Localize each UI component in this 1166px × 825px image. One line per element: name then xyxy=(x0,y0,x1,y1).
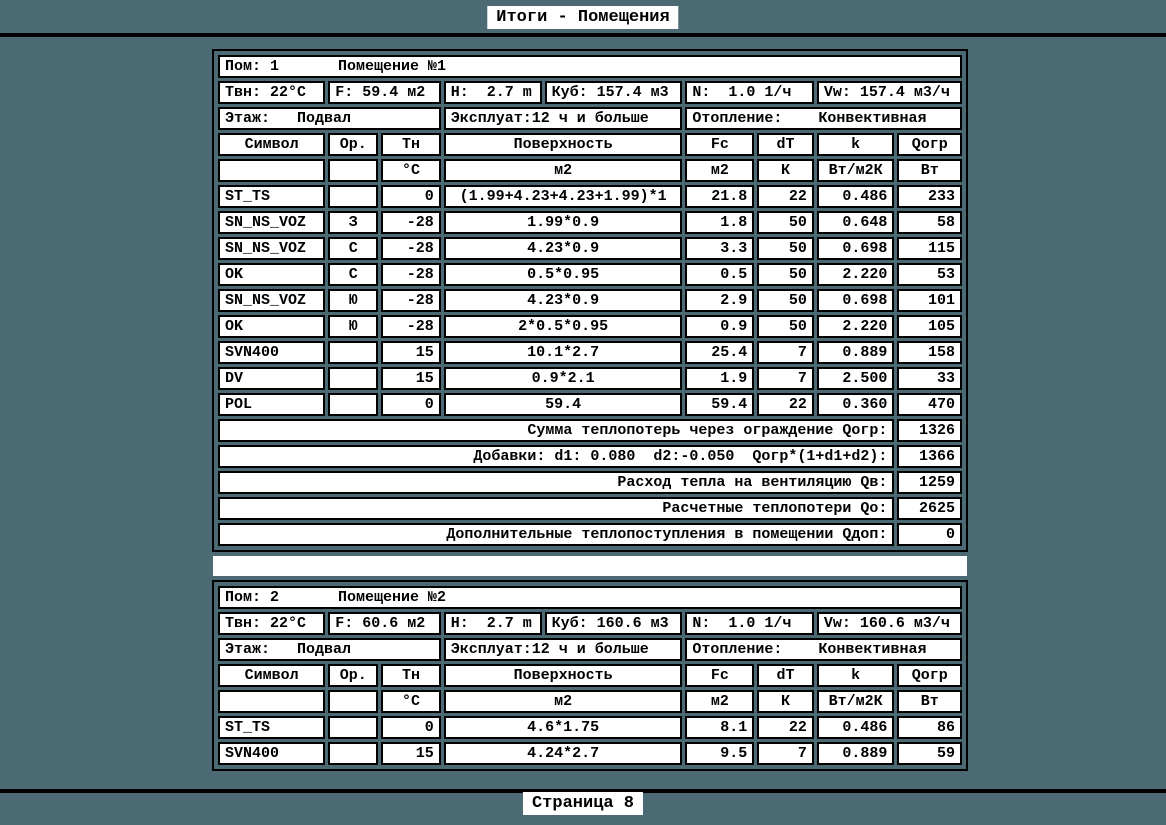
summary-label: Дополнительные теплопоступления в помещении Qдоп: xyxy=(218,523,894,546)
room-title-row xyxy=(218,586,962,609)
info-cell-vw: Vw: 160.6 м3/ч xyxy=(817,612,962,635)
surface-cell: 15 xyxy=(381,742,440,765)
room-header-rows-2 xyxy=(218,586,962,713)
units-row xyxy=(218,159,962,182)
room-title-cell xyxy=(218,586,962,609)
unit-cell: °C xyxy=(381,690,440,713)
surface-row xyxy=(218,185,962,208)
info-cell-height: H: 2.7 m xyxy=(444,612,542,635)
surface-row xyxy=(218,341,962,364)
surface-cell: 86 xyxy=(897,716,962,739)
room-info-row xyxy=(218,81,962,104)
surface-cell: 0.360 xyxy=(817,393,895,416)
surface-row xyxy=(218,263,962,286)
surface-cell: 0.698 xyxy=(817,289,895,312)
surface-cell: 22 xyxy=(757,185,814,208)
summary-label: Сумма теплопотерь через ограждение Qогр: xyxy=(218,419,894,442)
units-row xyxy=(218,690,962,713)
surface-cell: 50 xyxy=(757,263,814,286)
info-cell-heating: Отопление: Конвективная xyxy=(685,638,962,661)
surface-cell xyxy=(328,185,378,208)
surface-cell: 0.889 xyxy=(817,341,895,364)
surface-row xyxy=(218,393,962,416)
surface-cell: 59 xyxy=(897,742,962,765)
surface-row xyxy=(218,716,962,739)
surface-cell: 2.500 xyxy=(817,367,895,390)
column-header-row xyxy=(218,133,962,156)
room-info-row xyxy=(218,612,962,635)
col-header-tn: Тн xyxy=(381,133,440,156)
surface-cell: SN_NS_VOZ xyxy=(218,289,325,312)
surface-cell: ST_TS xyxy=(218,716,325,739)
surface-row xyxy=(218,211,962,234)
surface-cell: 50 xyxy=(757,289,814,312)
col-header-fc: Fc xyxy=(685,133,754,156)
col-header-dt: dT xyxy=(757,133,814,156)
unit-cell xyxy=(328,159,378,182)
room-data-rows-1 xyxy=(218,185,962,546)
surface-cell: 15 xyxy=(381,341,440,364)
summary-value: 1259 xyxy=(897,471,962,494)
col-header-dt: dT xyxy=(757,664,814,687)
surface-cell xyxy=(328,341,378,364)
surface-cell: 0.486 xyxy=(817,716,895,739)
col-header-k: k xyxy=(817,133,895,156)
surface-cell: Ю xyxy=(328,289,378,312)
surface-cell xyxy=(328,742,378,765)
surface-cell: (1.99+4.23+4.23+1.99)*1 xyxy=(444,185,683,208)
surface-cell: 1.9 xyxy=(685,367,754,390)
surface-cell: 50 xyxy=(757,315,814,338)
surface-cell: 50 xyxy=(757,237,814,260)
col-header-fc: Fc xyxy=(685,664,754,687)
room-table-2 xyxy=(215,583,965,768)
surface-cell: 0.5 xyxy=(685,263,754,286)
surface-cell: 58 xyxy=(897,211,962,234)
surface-cell: 0.648 xyxy=(817,211,895,234)
surface-row xyxy=(218,367,962,390)
unit-cell: Вт xyxy=(897,690,962,713)
unit-cell: °C xyxy=(381,159,440,182)
summary-value: 1326 xyxy=(897,419,962,442)
surface-cell: Ю xyxy=(328,315,378,338)
surface-cell: 7 xyxy=(757,742,814,765)
unit-cell: К xyxy=(757,690,814,713)
room-info-row-2 xyxy=(218,638,962,661)
surface-cell: 15 xyxy=(381,367,440,390)
surface-cell: -28 xyxy=(381,263,440,286)
top-rule xyxy=(0,33,1166,37)
surface-cell: 22 xyxy=(757,716,814,739)
surface-cell: 3.3 xyxy=(685,237,754,260)
unit-cell: К xyxy=(757,159,814,182)
surface-row xyxy=(218,315,962,338)
page-title: Итоги - Помещения xyxy=(487,6,678,29)
surface-cell: 105 xyxy=(897,315,962,338)
info-cell-floor: Этаж: Подвал xyxy=(218,107,441,130)
info-cell-area: F: 59.4 м2 xyxy=(328,81,440,104)
unit-cell: м2 xyxy=(685,690,754,713)
room-block-1 xyxy=(212,49,968,552)
room-name: Помещение №2 xyxy=(338,589,447,606)
surface-cell: 1.8 xyxy=(685,211,754,234)
surface-cell: SVN400 xyxy=(218,341,325,364)
info-cell-area: F: 60.6 м2 xyxy=(328,612,440,635)
summary-label: Добавки: d1: 0.080 d2:-0.050 Qогр*(1+d1+d2): xyxy=(218,445,894,468)
unit-cell xyxy=(218,159,325,182)
surface-cell: 101 xyxy=(897,289,962,312)
surface-cell: 233 xyxy=(897,185,962,208)
surface-cell xyxy=(328,393,378,416)
surface-cell: -28 xyxy=(381,211,440,234)
unit-cell xyxy=(218,690,325,713)
unit-cell: м2 xyxy=(444,159,683,182)
summary-row xyxy=(218,445,962,468)
room-number: Пом: 1 xyxy=(225,58,280,75)
room-title-cell xyxy=(218,55,962,78)
surface-cell: POL xyxy=(218,393,325,416)
surface-cell: 0 xyxy=(381,185,440,208)
room-number: Пом: 2 xyxy=(225,589,280,606)
room-header-rows-1 xyxy=(218,55,962,182)
unit-cell: м2 xyxy=(685,159,754,182)
info-cell-usage: Эксплуат:12 ч и больше xyxy=(444,638,683,661)
info-cell-vw: Vw: 157.4 м3/ч xyxy=(817,81,962,104)
room-title-row xyxy=(218,55,962,78)
summary-label: Расчетные теплопотери Qо: xyxy=(218,497,894,520)
surface-cell: 22 xyxy=(757,393,814,416)
col-header-qogr: Qогр xyxy=(897,133,962,156)
room-info-row-2 xyxy=(218,107,962,130)
unit-cell: Вт/м2К xyxy=(817,159,895,182)
surface-cell: 9.5 xyxy=(685,742,754,765)
summary-row xyxy=(218,523,962,546)
page-number: Страница 8 xyxy=(523,792,643,815)
surface-cell: 53 xyxy=(897,263,962,286)
surface-cell: 0 xyxy=(381,716,440,739)
info-cell-volume: Куб: 160.6 м3 xyxy=(545,612,683,635)
room-name: Помещение №1 xyxy=(338,58,447,75)
info-cell-heating: Отопление: Конвективная xyxy=(685,107,962,130)
col-header-symbol: Символ xyxy=(218,664,325,687)
surface-cell: -28 xyxy=(381,289,440,312)
info-cell-volume: Куб: 157.4 м3 xyxy=(545,81,683,104)
room-table-1 xyxy=(215,52,965,549)
surface-cell: С xyxy=(328,263,378,286)
col-header-surface: Поверхность xyxy=(444,133,683,156)
col-header-surface: Поверхность xyxy=(444,664,683,687)
surface-cell: -28 xyxy=(381,315,440,338)
surface-cell: 2*0.5*0.95 xyxy=(444,315,683,338)
col-header-orientation: Ор. xyxy=(328,133,378,156)
col-header-tn: Тн xyxy=(381,664,440,687)
surface-cell: 2.9 xyxy=(685,289,754,312)
surface-cell: 0 xyxy=(381,393,440,416)
unit-cell xyxy=(328,690,378,713)
info-cell-tvn: Твн: 22°C xyxy=(218,81,325,104)
surface-cell: 7 xyxy=(757,341,814,364)
surface-cell: 0.889 xyxy=(817,742,895,765)
col-header-k: k xyxy=(817,664,895,687)
info-cell-usage: Эксплуат:12 ч и больше xyxy=(444,107,683,130)
spacer-row xyxy=(213,556,967,576)
surface-cell: 1.99*0.9 xyxy=(444,211,683,234)
surface-cell: 0.5*0.95 xyxy=(444,263,683,286)
summary-row xyxy=(218,419,962,442)
surface-cell: SN_NS_VOZ xyxy=(218,211,325,234)
surface-cell: OK xyxy=(218,315,325,338)
surface-cell: 0.9*2.1 xyxy=(444,367,683,390)
surface-cell: 2.220 xyxy=(817,315,895,338)
summary-row xyxy=(218,471,962,494)
surface-cell: 2.220 xyxy=(817,263,895,286)
surface-row xyxy=(218,289,962,312)
info-cell-tvn: Твн: 22°C xyxy=(218,612,325,635)
info-cell-n: N: 1.0 1/ч xyxy=(685,81,813,104)
surface-cell: 10.1*2.7 xyxy=(444,341,683,364)
unit-cell: Вт xyxy=(897,159,962,182)
surface-cell: SVN400 xyxy=(218,742,325,765)
surface-cell: SN_NS_VOZ xyxy=(218,237,325,260)
surface-cell: 25.4 xyxy=(685,341,754,364)
report-content xyxy=(212,49,968,771)
surface-cell: С xyxy=(328,237,378,260)
col-header-qogr: Qогр xyxy=(897,664,962,687)
col-header-symbol: Символ xyxy=(218,133,325,156)
surface-cell: 115 xyxy=(897,237,962,260)
info-cell-height: H: 2.7 m xyxy=(444,81,542,104)
column-header-row xyxy=(218,664,962,687)
info-cell-floor: Этаж: Подвал xyxy=(218,638,441,661)
surface-cell: ST_TS xyxy=(218,185,325,208)
surface-cell: -28 xyxy=(381,237,440,260)
unit-cell: Вт/м2К xyxy=(817,690,895,713)
summary-label: Расход тепла на вентиляцию Qв: xyxy=(218,471,894,494)
surface-cell xyxy=(328,716,378,739)
surface-row xyxy=(218,742,962,765)
summary-value: 2625 xyxy=(897,497,962,520)
surface-cell: 59.4 xyxy=(444,393,683,416)
surface-cell: 7 xyxy=(757,367,814,390)
surface-cell: 0.9 xyxy=(685,315,754,338)
surface-cell: 8.1 xyxy=(685,716,754,739)
room-data-rows-2 xyxy=(218,716,962,765)
surface-cell: 0.486 xyxy=(817,185,895,208)
surface-cell: 4.23*0.9 xyxy=(444,289,683,312)
surface-row xyxy=(218,237,962,260)
surface-cell: DV xyxy=(218,367,325,390)
summary-value: 1366 xyxy=(897,445,962,468)
room-block-2 xyxy=(212,580,968,771)
surface-cell: 158 xyxy=(897,341,962,364)
surface-cell: 59.4 xyxy=(685,393,754,416)
surface-cell: 4.24*2.7 xyxy=(444,742,683,765)
summary-row xyxy=(218,497,962,520)
col-header-orientation: Ор. xyxy=(328,664,378,687)
summary-value: 0 xyxy=(897,523,962,546)
info-cell-n: N: 1.0 1/ч xyxy=(685,612,813,635)
surface-cell: З xyxy=(328,211,378,234)
surface-cell: 50 xyxy=(757,211,814,234)
surface-cell: 4.6*1.75 xyxy=(444,716,683,739)
surface-cell: 0.698 xyxy=(817,237,895,260)
surface-cell: 21.8 xyxy=(685,185,754,208)
surface-cell xyxy=(328,367,378,390)
unit-cell: м2 xyxy=(444,690,683,713)
surface-cell: 470 xyxy=(897,393,962,416)
surface-cell: 4.23*0.9 xyxy=(444,237,683,260)
surface-cell: OK xyxy=(218,263,325,286)
surface-cell: 33 xyxy=(897,367,962,390)
